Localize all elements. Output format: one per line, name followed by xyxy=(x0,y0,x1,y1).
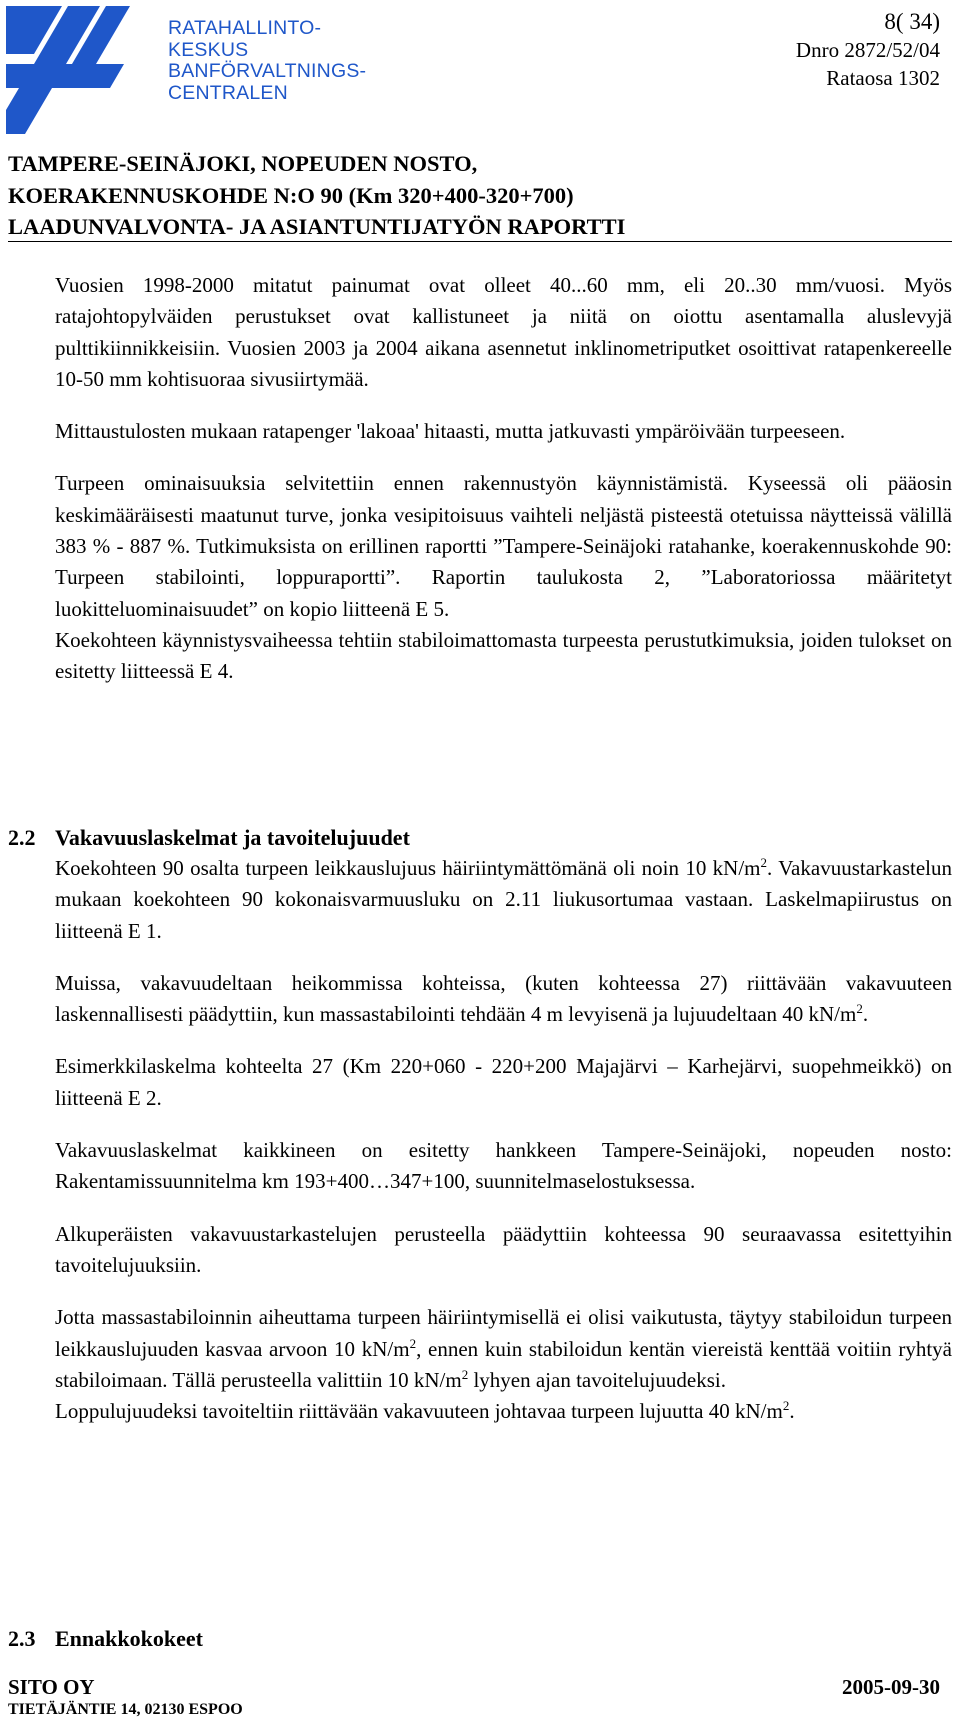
org-line: KESKUS xyxy=(168,38,249,61)
text-run: Jotta massastabiloinnin aiheuttama turpeen häiriintymisellä ei olisi vaikutusta, täytyy stabiloidun turpeen leikkauslujuuden kasvaa arvoon 10 kN/m xyxy=(55,1305,952,1361)
text-run: Muissa, vakavuudeltaan heikommissa kohteissa, (kuten kohteessa 27) riittävään vakavuuteen laskennallisesti päädyttiin, kun massastabilointi tehdään 4 m levyisenä ja lujuudeltaan 40 kN/m xyxy=(55,970,952,1027)
org-line: CENTRALEN xyxy=(168,81,288,104)
org-line: BANFÖRVALTNINGS- xyxy=(168,60,367,82)
header-divider xyxy=(8,241,952,242)
section-heading-2-2 xyxy=(8,822,410,853)
superscript: 2 xyxy=(760,855,768,870)
org-line: RATAHALLINTO- xyxy=(168,17,322,39)
superscript: 2 xyxy=(856,1001,863,1017)
organization-name xyxy=(168,18,366,104)
section-1-body xyxy=(55,270,952,688)
text-run: . xyxy=(862,1002,869,1027)
paragraph: Vakavuuslaskelmat kaikkineen on esitetty hankkeen Tampere-Seinäjoki, nopeuden nosto: Rakentamissuunnitelma km 193+400…347+100, suunnitelmaselostuksessa. xyxy=(55,1138,952,1194)
paragraph: Esimerkkilaskelma kohteelta 27 (Km 220+060 - 220+200 Majajärvi – Karhejärvi, suopehmeikkö) on liitteenä E 2. xyxy=(55,1054,952,1110)
rataosa: Rataosa 1302 xyxy=(826,66,940,90)
report-title xyxy=(8,148,625,243)
page-number: 8( 34) xyxy=(884,9,940,34)
text-run: Koekohteen 90 osalta turpeen leikkauslujuus häiriintymättömänä oli noin 10 kN/m xyxy=(55,856,761,880)
superscript: 2 xyxy=(461,1366,469,1382)
text-run: . Vakavuustarkastelun mukaan koekohteen 90 kokonaisvarmuusluku on 2.11 liukusortumaa vastaan. Laskelmapiirustus on liitteenä E 1. xyxy=(55,856,953,943)
document-meta xyxy=(796,8,940,92)
paragraph: Turpeen ominaisuuksia selvitettiin ennen rakennustyön käynnistämistä. Kyseessä oli pääosin keskimääräisesti maatunut turve, jonka vesipitoisuus vaihteli neljästä pisteestä otetuissa näytteissä välillä 383 % - 887 %. Tutkimuksista on erillinen raportti ”Tampere-Seinäjoki ratahanke, koerakennuskohde 90: Turpeen stabilointi, loppuraportti”. Raportin taulukosta 2, ”Laboratoriossa määritetyt luokitteluominaisuudet” on kopio liitteenä E 5. xyxy=(55,471,952,621)
superscript: 2 xyxy=(782,1398,790,1414)
section-title: Ennakkokokeet xyxy=(55,1626,203,1651)
ratahallintokeskus-logo-icon xyxy=(6,6,156,134)
text-run: . xyxy=(789,1399,795,1424)
title-line: KOERAKENNUSKOHDE N:O 90 (Km 320+400-320+700) xyxy=(8,182,574,208)
section-title: Vakavuuslaskelmat ja tavoitelujuudet xyxy=(55,825,410,850)
footer-company xyxy=(8,1675,243,1721)
title-line: LAADUNVALVONTA- JA ASIANTUNTIJATYÖN RAPORTTI xyxy=(8,214,626,239)
paragraph: Alkuperäisten vakavuustarkastelujen perusteella päädyttiin kohteessa 90 seuraavassa esitettyihin tavoitelujuuksiin. xyxy=(55,1221,952,1277)
paragraph xyxy=(55,1396,952,1427)
section-heading-2-3 xyxy=(8,1623,203,1654)
text-run: , ennen kuin stabiloidun kentän viereistä kenttää voitiin ryhtyä stabiloimaan. Tällä perusteella valittiin 10 kN/m xyxy=(55,1336,952,1392)
dnro: Dnro 2872/52/04 xyxy=(795,38,940,62)
superscript: 2 xyxy=(409,1335,417,1351)
footer-date: 2005-09-30 xyxy=(842,1675,940,1699)
title-line: TAMPERE-SEINÄJOKI, NOPEUDEN NOSTO, xyxy=(8,151,478,176)
paragraph xyxy=(55,1302,952,1396)
section-number: 2.3 xyxy=(8,1626,36,1651)
section-number: 2.2 xyxy=(8,825,36,850)
paragraph: Mittaustulosten mukaan ratapenger 'lakoaa' hitaasti, mutta jatkuvasti ympäröivään turpeeseen. xyxy=(55,419,846,444)
paragraph xyxy=(55,968,952,1031)
company-address: TIETÄJÄNTIE 14, 02130 ESPOO xyxy=(8,1701,243,1718)
text-run: Loppulujuudeksi tavoiteltiin riittävään vakavuuteen johtavaa turpeen lujuutta 40 kN/m xyxy=(55,1399,783,1424)
company-name: SITO OY xyxy=(8,1675,95,1699)
paragraph xyxy=(55,853,952,947)
section-2-2-body xyxy=(55,853,952,1427)
text-run: lyhyen ajan tavoitelujuudeksi. xyxy=(468,1367,726,1392)
paragraph: Vuosien 1998-2000 mitatut painumat ovat olleet 40...60 mm, eli 20..30 mm/vuosi. Myös ratajohtopylväiden perustukset ovat kallistuneet ja niitä on oiottu asentamalla aluslevyjä pulttikiinnikkeisiin. Vuosien 2003 ja 2004 aikana asennetut inklinometriputket osoittivat ratapenkereelle 10-50 mm kohtisuoraa sivusiirtymää. xyxy=(55,273,952,391)
paragraph: Koekohteen käynnistysvaiheessa tehtiin stabiloimattomasta turpeesta perustutkimuksia, joiden tulokset on esitetty liitteessä E 4. xyxy=(55,627,952,684)
